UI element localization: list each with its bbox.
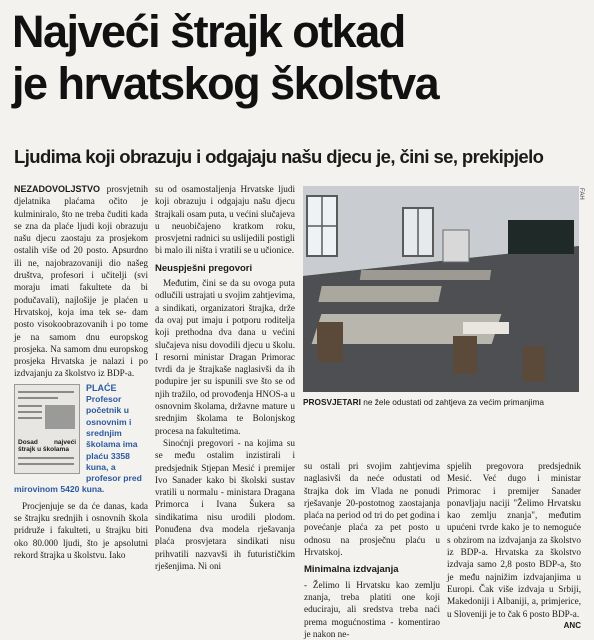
thumbnail-line xyxy=(18,405,42,407)
paragraph: su ostali pri svojim zahtjevima naglasivši da neće odustati od štrajka dok im Vlada ne ponudi rješavanje 20-postotnog zaostajanja plaća na period od tri do pet godina i povećanje plaća za pet posto u odnosu na prosječnu plaću u Hrvatskoj. xyxy=(304,461,440,558)
headline-line-2: je hrvatskog školstva xyxy=(12,58,439,109)
sidebar-text: Profesor početnik u osnovnim i srednjim školama ima plaću 3358 kuna, a profesor pred mirovinom 5420 kuna. xyxy=(14,394,142,495)
paragraph: Međutim, čini se da su ovoga puta odlučili ustrajati u svojim zahtjevima, a sindikati, organizatori štrajka, drže da ovaj put imaju i potporu roditelja koji prethodna dva dana u većini slučajeva nisu dovodili djecu u školu. I resorni ministar Dragan Primorac tvrdi da je štrajkaše naglasivši da ih podupire jer su ispunili sve što se od njih tražilo, od provođenja HNOS-a u osnovnim školama, državne mature u srednjim školama te Bolonjskog procesa na fakultetima. xyxy=(155,278,295,436)
column-2 xyxy=(155,183,295,572)
paragraph-intro xyxy=(14,183,148,380)
section-heading: Minimalna izdvajanja xyxy=(304,564,399,576)
paragraph: - Želimo li Hrvatsku kao zemlju znanja, treba platiti one koji educiraju, ali sredstva treba naći prema mogućnostima - komentirao je nakon ne- xyxy=(304,579,440,639)
sidebar-label: PLAĆE xyxy=(86,382,117,393)
section-heading: Neuspješni pregovori xyxy=(155,262,253,274)
column-1 xyxy=(14,183,148,561)
intro-text: prosvjetnih djelatnika plaćama očito je kulminiralo, što ne treba čuditi kada se zna da plaće ljudi koji obrazuju našu djecu zaostaju za prosjekom ostalih više od 20 posto. Apsurdno ili ne, najobrazovaniji dio našeg društva, profesori i učitelji (svi moraju imati fakultete da bi podučavali), najlošije je plaćen u Hrvatskoj, koja ima tek se- dam posto visokoobrazovanih i po tome je na samom dnu europskog prosjeka. Na samom dnu europskog prosjeka Hrvatska je nalazi i po izdvajanju za školstvo iz BDP-a. xyxy=(14,184,148,379)
headline xyxy=(12,6,590,110)
thumbnail-line xyxy=(18,411,42,413)
caption-text: ne žele odustati od zahtjeva za većim primanjima xyxy=(360,397,545,407)
thumbnail-line xyxy=(18,463,74,465)
author-signature: ANC xyxy=(563,620,581,630)
classroom-illustration xyxy=(303,186,579,392)
column-4 xyxy=(447,460,581,632)
subheadline: Ljudima koji obrazuju i odgajaju našu djecu je, čini se, prekipjelo xyxy=(14,146,544,167)
newspaper-thumbnail xyxy=(14,384,80,474)
headline-line-1: Najveći štrajk otkad xyxy=(12,6,405,57)
paragraph-text: spjelih pregovora predsjednik Mesić. Već dugo i ministar Primorac i premijer Sanader ponavljaju naciji "Želimo Hrvatsku kao zemlju znanja", međutim upućeni tvrde kako je to nemoguće s obzirom na izdvajanja za školstvo iz BDP-a. Hrvatska za školstvo izdvaja samo 2,8 posto BDP-a, što je među najnižim izdvajanjima u Europi. Čak više izdvaja u Srbiji, Makedoniji i Albaniji, a, primjerice, u Sloveniji je to čak 6 posto BDP-a. xyxy=(447,461,581,619)
thumbnail-line xyxy=(18,397,58,399)
paragraph: Procjenjuje se da će danas, kada se štrajku srednjih i osnovnih škola pridruže i fakulteti, u štrajku biti oko 80.000 ljudi, što je apsolutni rekord štrajka u školstvu. Iako xyxy=(14,500,148,560)
thumbnail-line xyxy=(18,417,42,419)
thumbnail-line xyxy=(18,457,74,459)
thumbnail-headline: Dosad najveći štrajk u školama xyxy=(18,438,76,453)
kicker: NEZADOVOLJSTVO xyxy=(14,184,101,194)
paragraph: Sinoćnji pregovori - na kojima su se među ostalim inzistirali i predsjednik Stjepan Mesić i premijer Ivo Sanader kako bi školski sustav vratili u normalu - ministara Dragana Primorca i Ivana Šukera sa sindikatima nisu urodili plodom. Ponuđena dva modela rješavanja plaća prosvjetara sindikati nisu prihvatili nazvavši ih futurističkim rješenjima. Ni oni xyxy=(155,437,295,571)
thumbnail-line xyxy=(18,391,74,393)
caption-lead: PROSVJETARI xyxy=(303,397,361,407)
thumbnail-photo xyxy=(45,405,75,429)
photo-caption xyxy=(303,397,581,407)
paragraph: su od osamostaljenja Hrvatske ljudi koji obrazuju i odgajaju našu djecu štrajkali osam puta, u većini slučajeva u neuobičajeno kratkom roku, prosvjetni radnici su uslijedili postigli bi malo ili ništa i vratili se u učionice. xyxy=(155,184,295,256)
classroom-photo xyxy=(303,186,579,392)
photo-credit: FAH xyxy=(578,188,584,200)
paragraph xyxy=(447,460,581,630)
column-3 xyxy=(304,460,440,640)
